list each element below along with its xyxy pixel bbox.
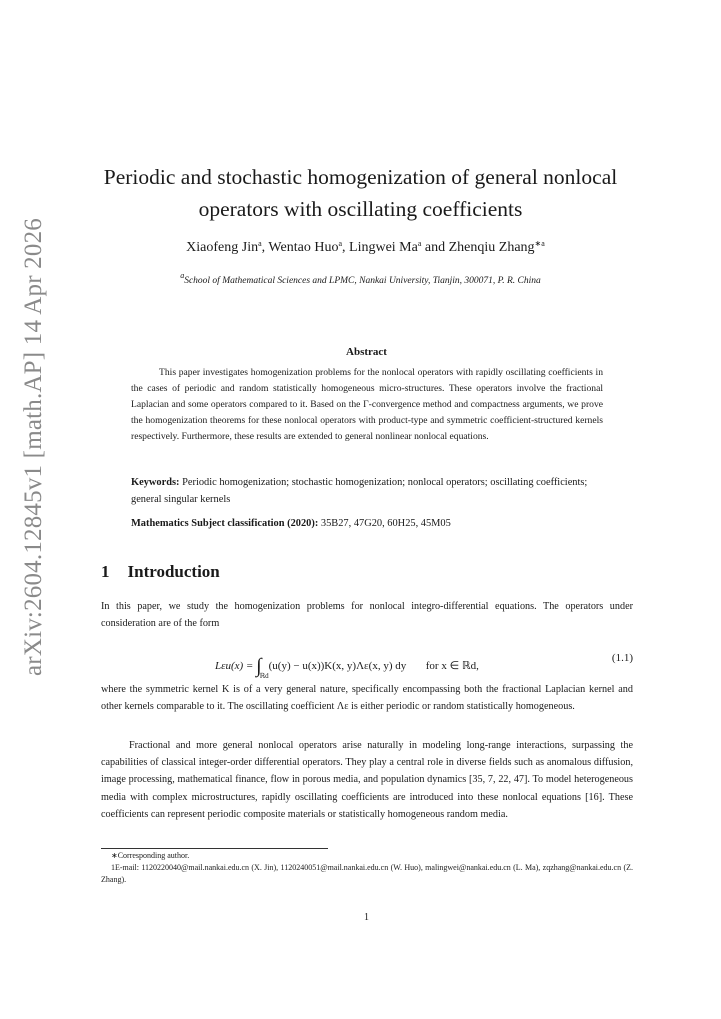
affiliation-mark: a — [180, 271, 185, 280]
paragraph-kernel-description: where the symmetric kernel K is of a very general nature, specifically encompassing both the fractional Laplacian kernel and other kernels comparable to it. The oscillating coefficient Λε is either periodic or random statistically homogeneous. — [101, 684, 633, 713]
equation-integrand: (u(y) − u(x))K(x, y)Λε(x, y) dy — [268, 660, 407, 672]
author-affiliation-mark: ∗a — [534, 239, 545, 248]
footnote-emails: 1E-mail: 1120220040@mail.nankai.edu.cn (X. Jin), 1120240051@mail.nankai.edu.cn (W. Huo), malingwei@nankai.edu.cn (L. Ma), zqzhang@nankai.edu.cn (Z. Zhang). — [101, 863, 633, 884]
footnote-corresponding-author: ∗Corresponding author. — [111, 851, 190, 860]
footnote-rule — [101, 848, 328, 849]
keywords-label: Keywords: — [131, 477, 180, 488]
author-name: Wentao Huo — [268, 240, 339, 255]
author-affiliation-mark: a — [417, 239, 422, 248]
equation-condition: for x ∈ ℝd, — [425, 660, 479, 672]
author-separator: , — [261, 240, 269, 255]
paragraph-motivation: Fractional and more general nonlocal operators arise naturally in modeling long-range interactions, surpassing the capabilities of classical integer-order differential operators. They play a central role in diverse fields such as anomalous diffusion, image processing, mathematical finance, flow in porous media, and population dynamics [35, 7, 22, 47]. To model heterogeneous media with complex microstructures, rapidly oscillating coefficients are introduced into these nonlocal equations [16]. These coefficients can represent periodic composite materials or statistically homogeneous random media. — [101, 740, 633, 820]
msc-label: Mathematics Subject classification (2020): — [131, 518, 319, 529]
msc-codes: 35B27, 47G20, 60H25, 45M05 — [320, 518, 451, 529]
arxiv-identifier: arXiv:2604.12845v1 [math.AP] 14 Apr 2026 — [20, 218, 47, 676]
abstract-text: This paper investigates homogenization problems for the nonlocal operators with rapidly oscillating coefficients in the cases of periodic and random statistically homogeneous micro-structures. These operators involve the fractional Laplacian and some operators compared to it. Based on the Γ-convergence method and compactness arguments, we prove the homogenization theorems for these nonlocal operators with product-type and symmetric coefficient-structured kernels respectively. Furthermore, these results are extended to general nonlinear nonlocal equations. — [131, 367, 603, 442]
msc-classification — [131, 515, 603, 532]
equation-lhs: Lεu(x) = — [215, 660, 257, 672]
keywords — [131, 474, 603, 508]
author-name: Lingwei Ma — [349, 240, 418, 255]
section-heading — [101, 562, 220, 582]
abstract-heading: Abstract — [346, 346, 387, 358]
section-title: Introduction — [127, 562, 220, 581]
author-name: Zhenqiu Zhang — [448, 240, 535, 255]
paper-title-line-1: Periodic and stochastic homogenization of general nonlocal — [103, 165, 618, 189]
author-list — [0, 239, 721, 256]
author-separator: , — [342, 240, 350, 255]
arxiv-sidebar — [20, 218, 50, 706]
author-affiliation-mark: a — [338, 239, 343, 248]
paper-title-line-2: operators with oscillating coefficients — [198, 197, 523, 221]
author-separator: and — [421, 240, 449, 255]
integral-sign: ∫ — [256, 655, 262, 677]
equation-1-1 — [101, 648, 633, 680]
affiliation-text: School of Mathematical Sciences and LPMC, Nankai University, Tianjin, 300071, P. R. China — [184, 276, 541, 286]
keywords-text: Periodic homogenization; stochastic homogenization; nonlocal operators; oscillating coefficients; general singular kernels — [131, 477, 588, 505]
integral-domain: ℝd — [259, 672, 269, 680]
affiliation — [0, 271, 721, 286]
paragraph-intro: In this paper, we study the homogenization problems for nonlocal integro-differential equations. The operators under consideration are of the form — [101, 601, 633, 630]
author-name: Xiaofeng Jin — [186, 240, 259, 255]
page-number: 1 — [364, 912, 369, 923]
equation-number: (1.1) — [611, 652, 633, 664]
author-affiliation-mark: a — [258, 239, 262, 248]
section-number: 1 — [101, 562, 110, 581]
equation-body — [215, 652, 479, 680]
